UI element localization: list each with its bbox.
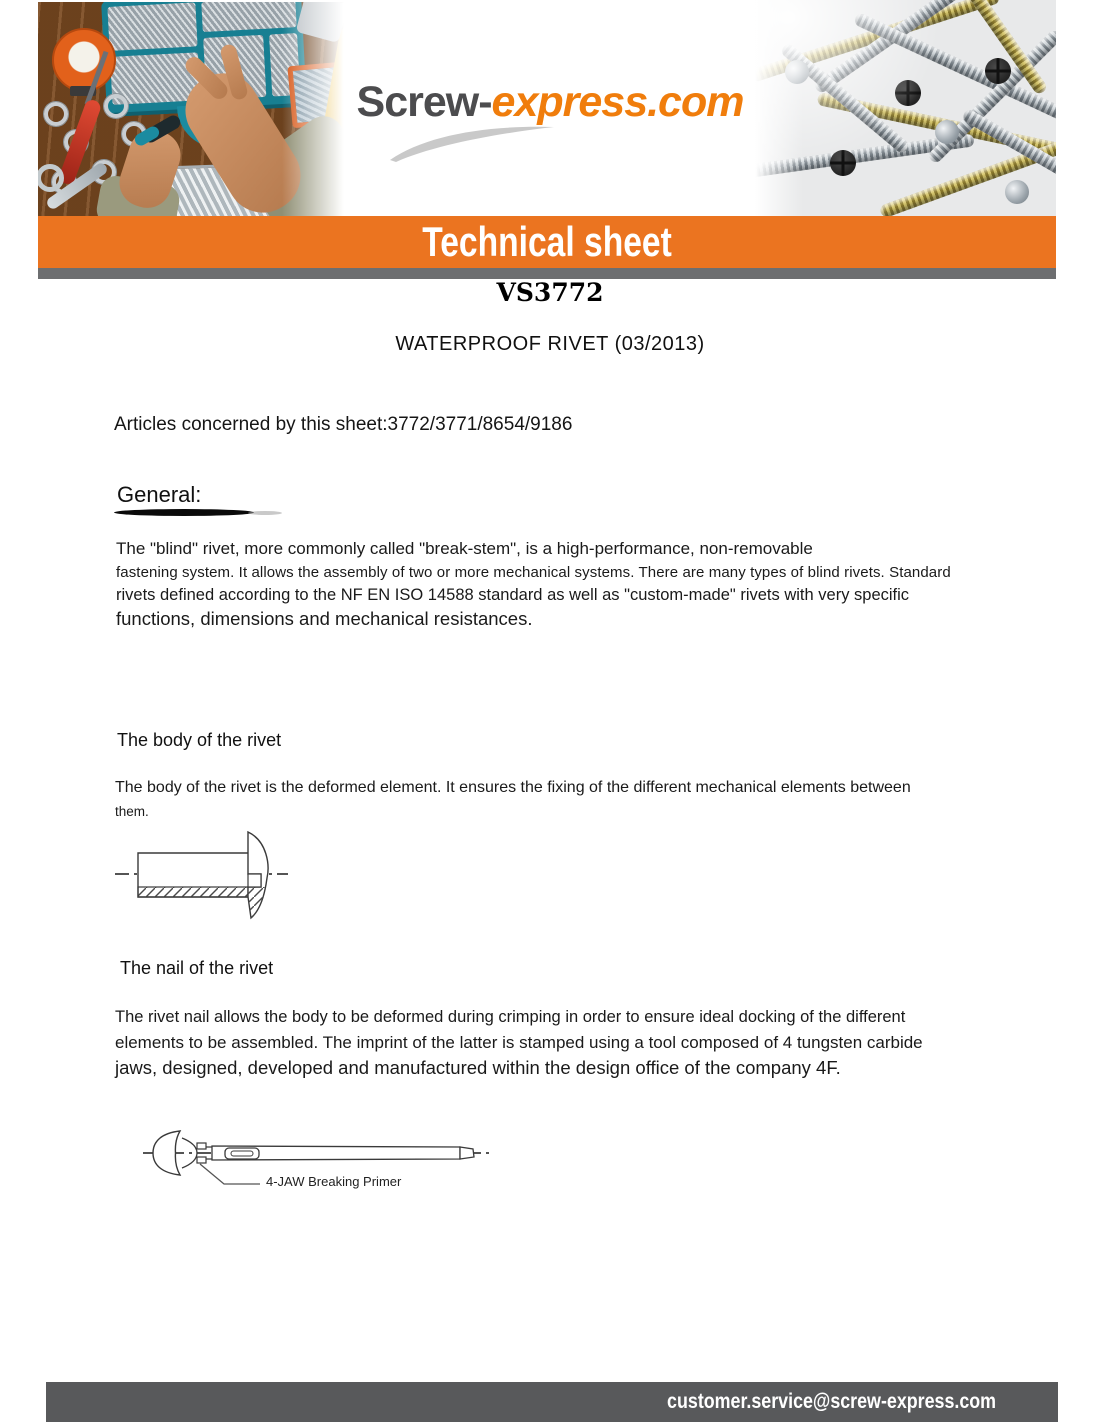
brand-logo-part2: express.com	[491, 78, 744, 126]
general-paragraph: The "blind" rivet, more commonly called "break-stem", is a high-performance, non-removable fastening system. It allows the assembly of two or more mechanical systems. There are many types of blind rivets. Standard rivets defined according to the NF EN ISO 14588 standard as well as "custom-made" rivets with very specific functions, dimensions and mechanical resistances.	[116, 539, 951, 629]
body-section-heading: The body of the rivet	[117, 730, 282, 750]
tape-measure	[52, 28, 116, 92]
body-section-paragraph: The body of the rivet is the deformed element. It ensures the fixing of the different mechanical elements between them.	[115, 779, 911, 819]
footer-email[interactable]: customer.service@screw-express.com	[667, 1390, 996, 1413]
nail-section-paragraph: The rivet nail allows the body to be deformed during crimping in order to ensure ideal docking of the different elements to be assembled. The imprint of the latter is stamped using a tool composed of 4 tungsten carbide jaws, designed, developed and manufactured within the design office of the company 4F.	[115, 1008, 923, 1078]
rivet-body-diagram	[110, 825, 340, 930]
banner-title: Technical sheet	[422, 218, 672, 265]
footer-bar	[46, 1382, 1058, 1422]
nail-section-heading: The nail of the rivet	[120, 958, 274, 978]
general-underline	[114, 509, 254, 516]
nail-diagram-label: 4-JAW Breaking Primer	[266, 1174, 402, 1189]
document-code: VS3772	[496, 278, 604, 307]
articles-line: Articles concerned by this sheet:3772/3771/8654/9186	[114, 414, 573, 435]
banner	[38, 216, 1056, 268]
workbench-photo	[38, 2, 352, 216]
brand-logo-part1: Screw-	[356, 78, 492, 126]
general-heading: General:	[117, 482, 202, 507]
rivet-nail-diagram	[140, 1122, 510, 1202]
document-title: WATERPROOF RIVET (03/2013)	[395, 333, 705, 355]
screws-photo	[755, 0, 1056, 216]
logo-swoosh	[388, 120, 558, 162]
